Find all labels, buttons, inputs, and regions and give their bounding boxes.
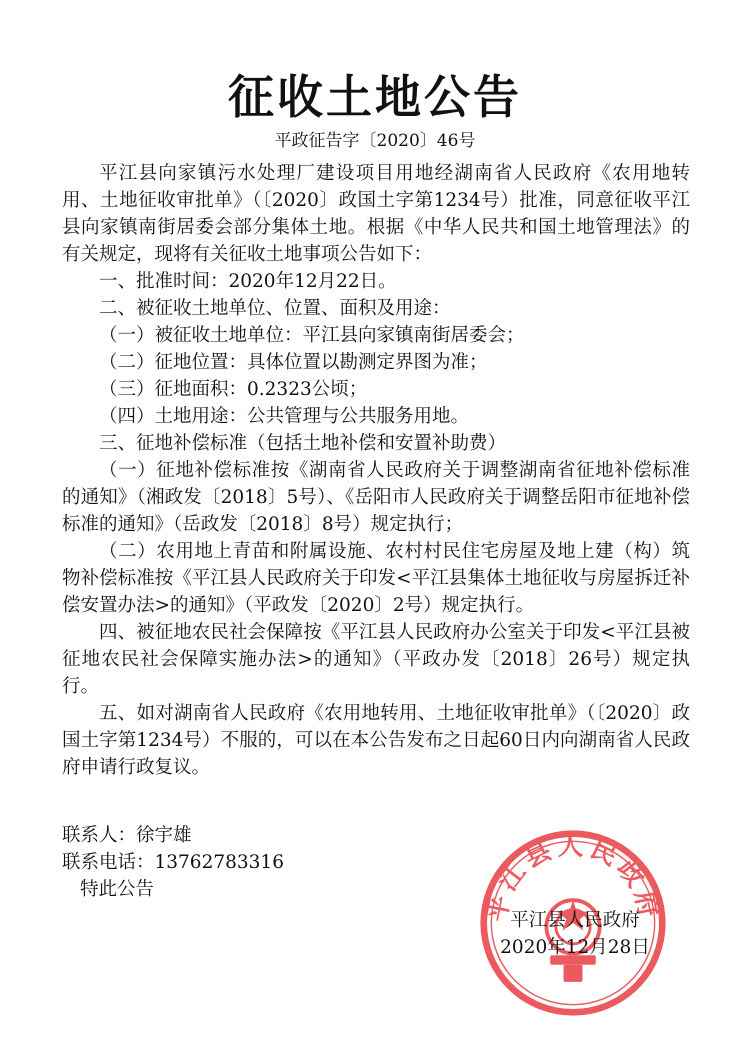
document-number: 平政征告字〔2020〕46号 — [274, 131, 476, 151]
contact-block — [62, 822, 284, 903]
paragraph-land-use: （四）土地用途：公共管理与公共服务用地。 — [99, 406, 470, 427]
paragraph-compensation-2: （二）农用地上青苗和附属设施、农村村民住宅房屋及地上建（构）筑物补偿标准按《平江县人民政府关于印发<平江县集体土地征收与房屋拆迁补偿安置办法>的通知》（平政发〔2020〕2号）规定执行。 — [62, 541, 690, 616]
paragraph-land-location: （二）征地位置：具体位置以勘测定界图为准； — [99, 352, 488, 373]
paragraph-land-info: 二、被征收土地单位、位置、面积及用途： — [99, 298, 451, 319]
paragraph-intro: 平江县向家镇污水处理厂建设项目用地经湖南省人民政府《农用地转用、土地征收审批单》（〔2020〕政国土字第1234号）批准，同意征收平江县向家镇南街居委会部分集体土地。根据《中华人民共和国土地管理法》的有关规定，现将有关征收土地事项公告如下： — [62, 163, 690, 265]
paragraph-land-unit: （一）被征收土地单位：平江县向家镇南街居委会； — [99, 325, 525, 346]
paragraph-appeal: 五、如对湖南省人民政府《农用地转用、土地征收审批单》（〔2020〕政国土字第1234号）不服的，可以在本公告发布之日起60日内向湖南省人民政府申请行政复议。 — [62, 703, 690, 778]
issue-date: 2020年12月28日 — [500, 937, 650, 958]
paragraph-compensation-1: （一）征地补偿标准按《湖南省人民政府关于调整湖南省征地补偿标准的通知》（湘政发〔2018〕5号）、《岳阳市人民政府关于调整岳阳市征地补偿标准的通知》（岳政发〔2018〕8号）规定执行； — [62, 460, 690, 535]
paragraph-compensation: 三、征地补偿标准（包括土地补偿和安置补助费） — [99, 433, 507, 454]
paragraph-land-area: （三）征地面积：0.2323公顷； — [99, 379, 368, 400]
closing-text: 特此公告 — [80, 879, 155, 900]
page-title: 征收土地公告 — [228, 70, 522, 124]
signature-block — [480, 907, 670, 961]
contact-phone: 联系电话：13762783316 — [62, 852, 284, 873]
paragraph-approval-time: 一、批准时间：2020年12月22日。 — [99, 271, 397, 292]
issuer-name: 平江县人民政府 — [510, 910, 640, 931]
notice-body — [62, 160, 690, 781]
paragraph-social-security: 四、被征地农民社会保障按《平江县人民政府办公室关于印发<平江县被征地农民社会保障实施办法>的通知》（平政办发〔2018〕26号）规定执行。 — [62, 622, 690, 697]
contact-person: 联系人：徐宇雄 — [62, 825, 192, 846]
svg-text:平江县人民政府: 平江县人民政府 — [482, 831, 664, 925]
